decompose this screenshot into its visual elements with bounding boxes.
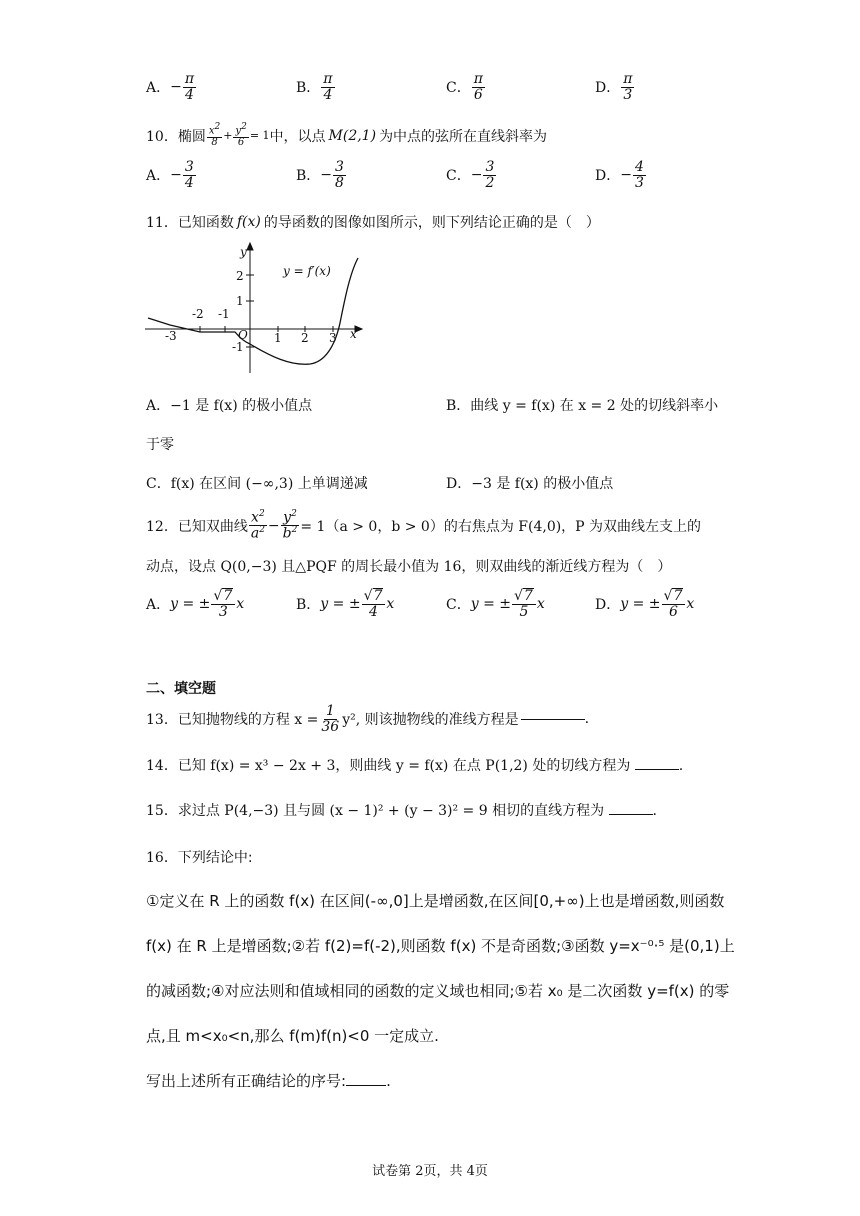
q9-option-b: B． $\frac{\pi}{4}$	[296, 71, 333, 103]
curve-label: y = f′(x)	[283, 264, 331, 278]
x-tick-3: 3	[329, 331, 337, 345]
q16-line2: f(x) 在 R 上是增函数;②若 f(2)=f(-2),则函数 f(x) 不是奇函数;③函数 y=x⁻⁰·⁵ 是(0,1)上	[146, 937, 735, 955]
q16-answer-blank[interactable]	[346, 1085, 386, 1086]
q12-option-b: B． y = ± $\frac{√7}{4}$ x	[296, 588, 395, 620]
q11-stem: 11． 已知函数 f(x) 的导函数的图像如图所示，则下列结论正确的是（ ）	[146, 214, 600, 231]
q16-title: 16．下列结论中:	[146, 850, 253, 866]
q10-option-d: D． − $\frac{4}{3}$	[595, 159, 644, 191]
q9-option-a: A． − $\frac{\pi}{4}$	[146, 71, 195, 103]
q13-answer-blank[interactable]	[521, 719, 585, 720]
q10-option-b: B． − $\frac{3}{8}$	[296, 159, 344, 191]
x-tick-neg1: -1	[218, 307, 230, 321]
q13-stem: 13． 已知抛物线的方程 x = $\frac{1}{36}$ y², 则该抛物线的准线方程是 .	[146, 703, 590, 735]
q16-line4: 点,且 m<x₀<n,那么 f(m)f(n)<0 一定成立.	[146, 1027, 439, 1045]
q16-prompt: 写出上述所有正确结论的序号: .	[146, 1072, 391, 1090]
q10-stem: 10． 椭圆 $\frac{x^2}{8}$ + $\frac{y^2}{6}$ = 1 中，以点 M(2,1) 为中点的弦所在直线斜率为	[146, 122, 548, 148]
x-axis-label: x	[350, 327, 357, 341]
origin-label: O	[238, 328, 248, 342]
y-tick-1: 1	[236, 294, 244, 308]
q14-answer-blank[interactable]	[635, 769, 679, 770]
q11-option-b-continued: 于零	[146, 437, 174, 453]
section-title: 二、填空题	[146, 681, 216, 697]
q11-option-c: C．f(x) 在区间 (−∞,3) 上单调递减	[146, 476, 368, 492]
q15-stem: 15．求过点 P(4,−3) 且与圆 (x − 1)² + (y − 3)² = 9 相切的直线方程为 .	[146, 803, 657, 819]
y-tick-neg1: -1	[232, 340, 244, 354]
y-tick-2: 2	[236, 269, 244, 283]
x-tick-2: 2	[301, 331, 309, 345]
page-footer: 试卷第 2页，共 4页	[372, 1164, 488, 1179]
x-tick-1: 1	[274, 331, 282, 345]
q12-stem-line2: 动点，设点 Q(0,−3) 且△PQF 的周长最小值为 16，则双曲线的渐近线方程为（ ）	[146, 559, 672, 575]
q14-stem: 14．已知 f(x) = x³ − 2x + 3，则曲线 y = f(x) 在点 P(1,2) 处的切线方程为 .	[146, 758, 684, 774]
q16-line1: ①定义在 R 上的函数 f(x) 在区间(-∞,0]上是增函数,在区间[0,+∞)上也是增函数,则函数	[146, 892, 725, 910]
q16-line3: 的减函数;④对应法则和值域相同的函数的定义域也相同;⑤若 x₀ 是二次函数 y=f(x) 的零	[146, 982, 730, 1000]
q11-option-a: A．−1 是 f(x) 的极小值点	[146, 398, 313, 414]
q12-option-d: D． y = ± $\frac{√7}{6}$ x	[595, 588, 695, 620]
q9-option-d: D． $\frac{\pi}{3}$	[595, 71, 633, 103]
q10-option-c: C． − $\frac{3}{2}$	[446, 159, 495, 191]
derivative-graph	[140, 238, 370, 378]
q10-option-a: A． − $\frac{3}{4}$	[146, 159, 194, 191]
q12-option-a: A． y = ± $\frac{√7}{3}$ x	[146, 588, 245, 620]
x-tick-neg2: -2	[192, 307, 204, 321]
q11-option-d: D．−3 是 f(x) 的极小值点	[446, 476, 614, 492]
x-tick-neg3: -3	[165, 329, 177, 343]
q15-answer-blank[interactable]	[609, 814, 653, 815]
q12-stem-line1: 12． 已知双曲线 $\frac{x^2}{a^2}$ − $\frac{y^2}{b^2}$ = 1（a > 0，b > 0）的右焦点为 F(4,0)，P 为双曲线左支上的	[146, 509, 702, 542]
q12-option-c: C． y = ± $\frac{√7}{5}$ x	[446, 588, 545, 620]
y-axis-label: y	[240, 245, 247, 259]
q9-option-c: C． $\frac{\pi}{6}$	[446, 71, 483, 103]
q11-option-b: B．曲线 y = f(x) 在 x = 2 处的切线斜率小	[446, 398, 719, 414]
